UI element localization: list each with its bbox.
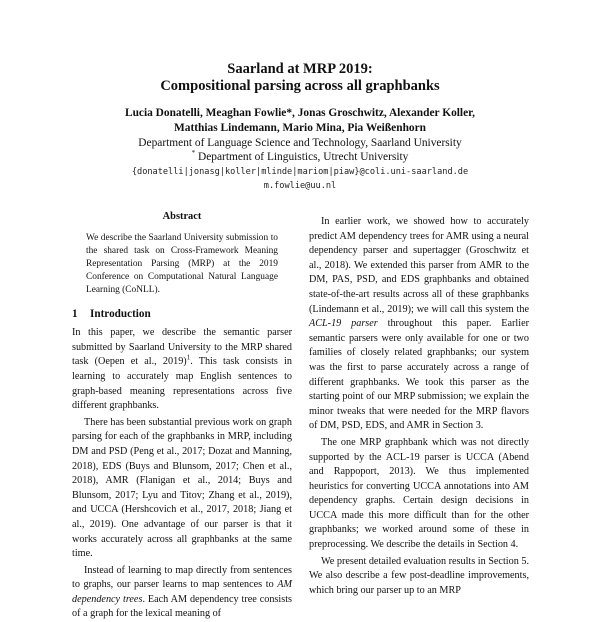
right-paragraph-3: We present detailed evaluation results in Section 5. We also describe a few post-deadline improvements, which bring our parser up to an MRP — [309, 555, 529, 596]
right-column — [309, 215, 529, 598]
email-saarland: {donatelli|jonasg|koller|mlinde|mariom|piaw}@coli.uni-saarland.de — [131, 167, 469, 177]
right-paragraph-2: The one MRP graphbank which was not directly supported by the ACL-19 parser is UCCA (Abend and Rappoport, 2013). We thus implemented heuristics for converting UCCA annotations into AM dependency graphs. Certain design decisions in UCCA made this more difficult than for the other graphbanks; we worked around some of these in preprocessing. We describe the details in Section 4. — [309, 436, 529, 551]
right-p1-emphasis: ACL-19 parser — [309, 318, 378, 330]
affiliation-saarland: Department of Language Science and Technology, Saarland University — [138, 137, 462, 149]
paper-title-line-2: Compositional parsing across all graphbanks — [160, 78, 440, 94]
section-heading-introduction — [72, 307, 292, 322]
section-title: Introduction — [90, 307, 151, 320]
section-number: 1 — [72, 307, 78, 320]
intro-p3-emphasis: AM dependency trees — [72, 579, 292, 605]
author-list-line-1: Lucia Donatelli, Meaghan Fowlie*, Jonas Groschwitz, Alexander Koller, — [124, 107, 476, 119]
left-column — [72, 210, 292, 622]
intro-p1-text-cont: . This task consists in learning to accurately map English sentences to graph-based meaning representations across five different graphbanks. — [72, 356, 292, 412]
abstract-heading: Abstract — [162, 211, 202, 222]
footnote-marker: 1 — [186, 354, 191, 362]
intro-paragraph-3 — [72, 564, 292, 622]
intro-p3-text: Instead of learning to map directly from sentences to graphs, our parser learns to map sentences to — [72, 564, 292, 591]
abstract-text: We describe the Saarland University submission to the shared task on Cross-Framework Meaning Representation Parsing (MRP) at the 2019 Conference on Computational Natural Language Learning (CoNLL). — [86, 232, 278, 296]
right-p1-text: In earlier work, we showed how to accurately predict AM dependency trees for AMR using a neural dependency parser and supertagger (Groschwitz et al., 2018). We extended this parser from AMR to the DM, PAS, PSD, and EDS graphbanks and obtained state-of-the-art results across all of these graphbanks (Lindemann et al., 2019); we will call this system the — [309, 216, 529, 315]
intro-paragraph-1 — [72, 326, 292, 414]
affiliation-utrecht — [0, 150, 600, 165]
affiliation-mark: * — [191, 149, 196, 158]
intro-paragraph-2: There has been substantial previous work on graph parsing for each of the graphbanks in MRP, including DM and PSD (Peng et al., 2017; Dozat and Manning, 2018), EDS (Buys and Blunsom, 2017; Chen et al., 2018), AMR (Flanigan et al., 2014; Buys and Blunsom, 2017; Lyu and Titov; Zhang et al., 2019), and UCCA (Hershcovich et al., 2017, 2018; Jiang et al., 2019). One advantage of our parser is that it works accurately across all graphbanks at the same time. — [72, 416, 292, 560]
email-utrecht: m.fowlie@uu.nl — [263, 181, 337, 191]
intro-p1-text: In this paper, we describe the semantic parser submitted by Saarland University to the MRP shared task (Oepen et al., 2019) — [72, 327, 292, 368]
author-list-line-2: Matthias Lindemann, Mario Mina, Pia Weißenhorn — [174, 122, 426, 134]
affiliation-utrecht-text: Department of Linguistics, Utrecht University — [195, 151, 409, 163]
intro-p3-text-cont: . Each AM dependency tree consists of a graph for the lexical meaning of — [72, 593, 292, 620]
right-paragraph-1 — [309, 215, 529, 434]
right-p1-text-cont: throughout this paper. Earlier semantic parsers were only available for one or two families of closely related graphbanks; our system was the first to parse accurately across a range of different graphbanks. We took this parser as the starting point of our MRP submission; we explain the minor tweaks that were needed for the MRP flavors of DM, PSD, EDS, and AMR in Section 3. — [309, 318, 529, 432]
paper-title-line-1: Saarland at MRP 2019: — [227, 61, 373, 77]
